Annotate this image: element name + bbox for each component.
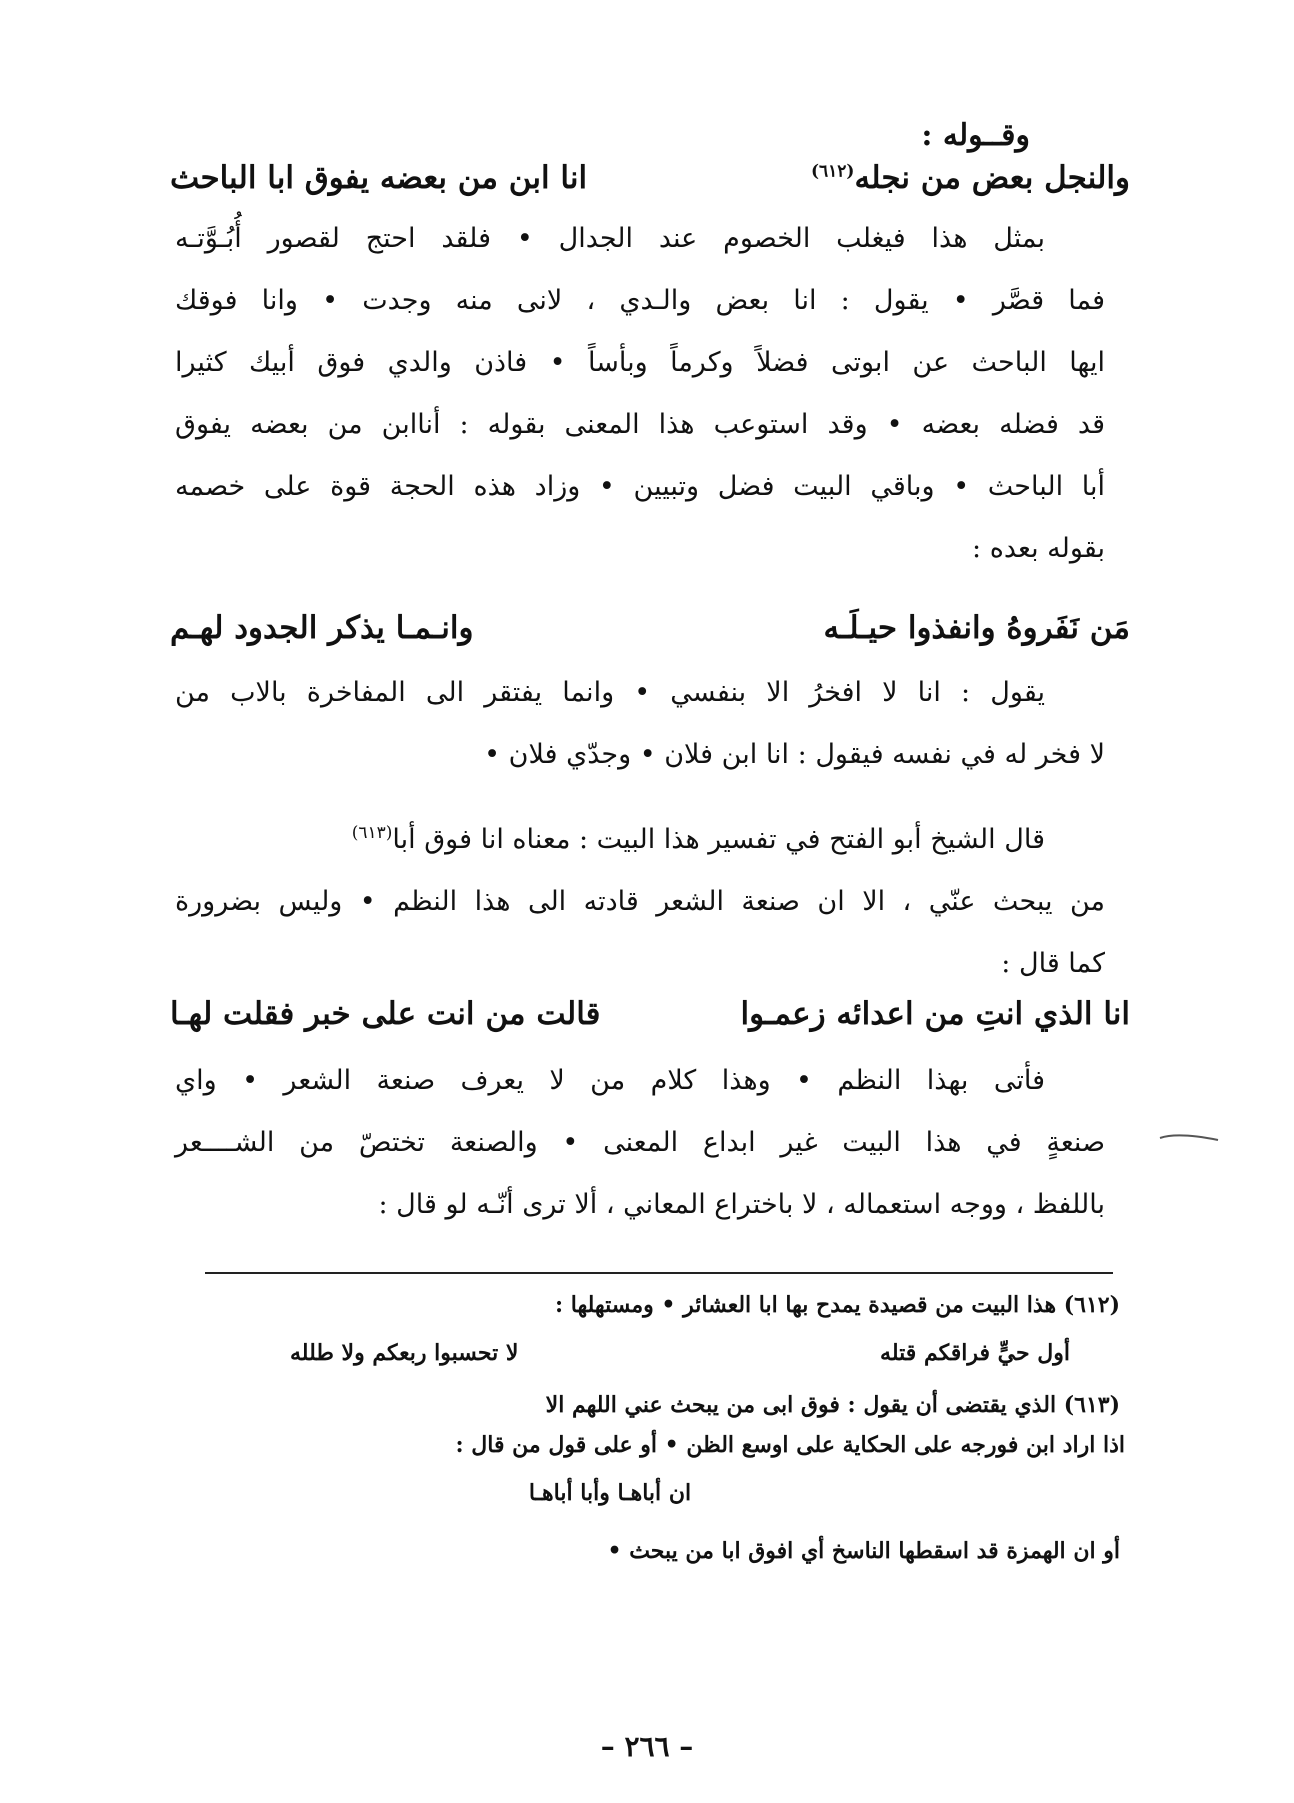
footnote-612-verse-second: أول حيٍّ فراقكم قتله [880,1340,1070,1366]
paragraph-4-line: فأتى بهذا النظم • وهذا كلام من لا يعرف صنعة الشعر • واي [175,1065,1045,1096]
footnote-613-quote: ان أباهـا وأبا أباهـا [528,1480,692,1506]
page-number: – ٢٦٦ – [600,1730,694,1763]
verse-1-second-text: والنجل بعض من نجله [854,160,1130,196]
paragraph-1-line: بمثل هذا فيغلب الخصوم عند الجدال • فلقد احتج لقصور أُبُـوَّتـه [175,223,1045,254]
verse-2-second-hemistich: مَن نَفَروهُ وانفذوا حيـلَـه [823,610,1130,646]
verse-line-3 [170,996,1130,1032]
footnote-613-line: اذا اراد ابن فورجه على الحكاية على اوسع الظن • أو على قول من قال : [455,1432,1125,1458]
paragraph-3-line: من يبحث عنّي ، الا ان صنعة الشعر قادته الى هذا النظم • وليس بضرورة [175,886,1105,917]
paragraph-3-line-text: قال الشيخ أبو الفتح في تفسير هذا البيت : معناه انا فوق أبا [392,824,1045,855]
footnote-612: (٦١٢) هذا البيت من قصيدة يمدح بها ابا العشائر • ومستهلها : [555,1292,1120,1318]
paragraph-2 [175,662,1105,786]
paragraph-1-line: بقوله بعده : [972,533,1105,564]
footnote-613: (٦١٣) الذي يقتضى أن يقول : فوق ابى من يبحث عني اللهم الا [545,1392,1120,1418]
footnote-ref-612: (٦١٢) [810,161,855,182]
footnote-612-verse-first: لا تحسبوا ربعكم ولا طلله [290,1340,519,1366]
paragraph-3 [175,802,1105,995]
paragraph-2-line: يقول : انا لا افخرُ الا بنفسي • وانما يفتقر الى المفاخرة بالاب من [175,677,1045,708]
footnote-612-verse [290,1340,1070,1366]
paragraph-3-line: كما قال : [1001,948,1105,979]
paragraph-1-line: قد فضله بعضه • وقد استوعب هذا المعنى بقوله : أناابن من بعضه يفوق [175,409,1105,440]
paragraph-4-line: صنعةٍ في هذا البيت غير ابداع المعنى • والصنعة تختصّ من الشــــعر [175,1127,1105,1158]
paragraph-1 [175,208,1105,580]
section-heading: وقــوله : [921,118,1030,153]
footnote-ref-613: (٦١٣) [351,823,393,843]
scan-pen-mark [1158,1130,1220,1146]
verse-3-second-hemistich: انا الذي انتِ من اعدائه زعمـوا [740,996,1130,1032]
paragraph-3-line [175,802,1105,871]
footnote-613-line: أو ان الهمزة قد اسقطها الناسخ أي افوق ابا من يبحث • [607,1538,1120,1564]
verse-line-2 [170,610,1130,646]
paragraph-4-line: باللفظ ، ووجه استعماله ، لا باختراع المعاني ، ألا ترى أنّـه لو قال : [378,1189,1105,1220]
verse-1-second-hemistich [811,160,1130,196]
paragraph-1-line: أبا الباحث • وباقي البيت فضل وتبيين • وزاد هذه الحجة قوة على خصمه [175,471,1105,502]
verse-line-1 [170,160,1130,196]
verse-2-first-hemistich: وانـمـا يذكر الجدود لهـم [170,610,474,646]
paragraph-1-line: ايها الباحث عن ابوتى فضلاً وكرماً وبأساً • فاذن والدي فوق أبيك كثيرا [175,347,1105,378]
paragraph-2-line: لا فخر له في نفسه فيقول : انا ابن فلان • وجدّي فلان • [484,739,1105,770]
verse-1-first-hemistich: انا ابن من بعضه يفوق ابا الباحث [170,160,588,196]
footnote-separator-rule [205,1272,1113,1274]
paragraph-4 [175,1050,1105,1236]
paragraph-1-line: فما قصَّر • يقول : انا بعض والـدي ، لانى منه وجدت • وانا فوقك [175,285,1105,316]
verse-3-first-hemistich: قالت من انت على خبر فقلت لهـا [170,996,601,1032]
